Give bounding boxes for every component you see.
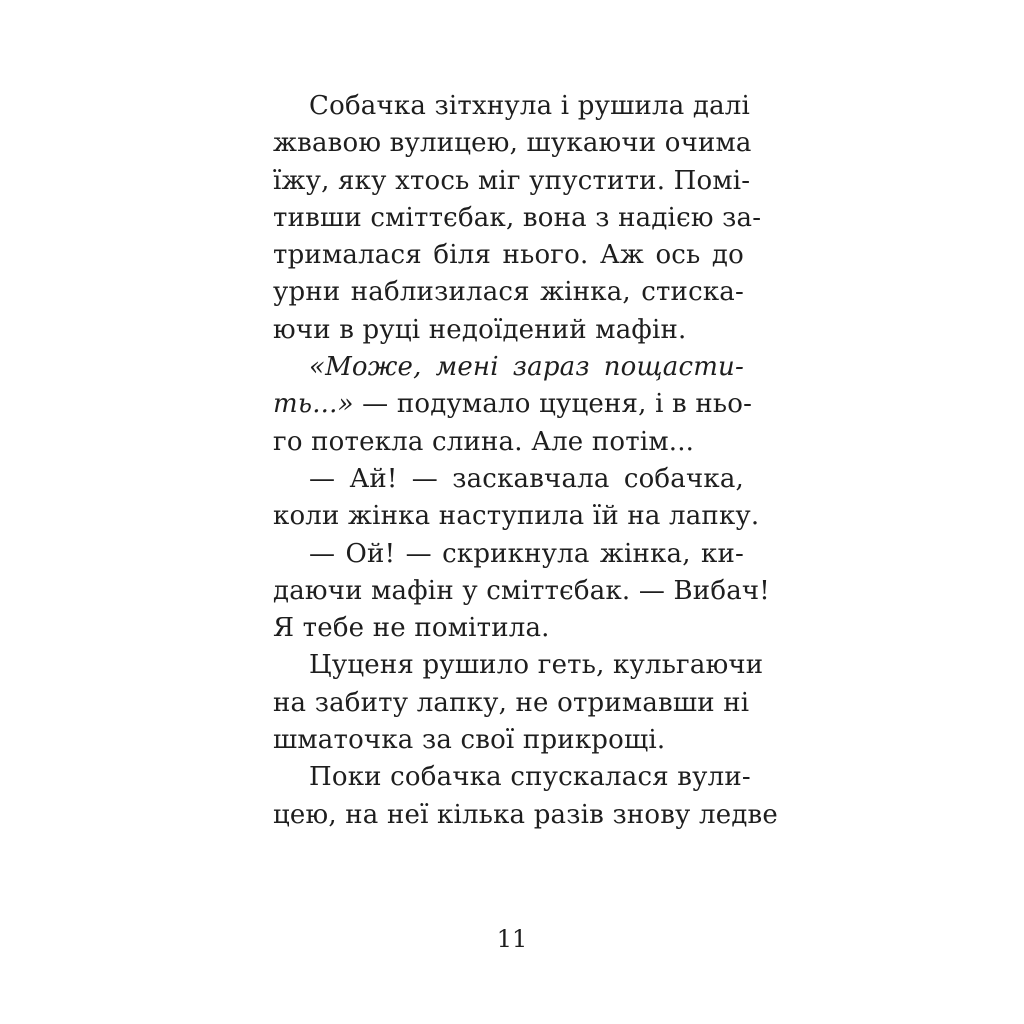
text-line: трималася біля нього. Аж ось до — [273, 240, 744, 271]
dialogue-line: — Ай! — заскавчала собачка, — [309, 463, 744, 494]
italic-thought-end: ть...» — [273, 389, 354, 420]
text-line: їжу, яку хтось міг упустити. Помі- — [273, 165, 751, 196]
dialogue-line: — Ой! — скрикнула жінка, ки- — [309, 538, 744, 569]
text-line-rest: — подумало цуценя, і в ньо- — [353, 389, 753, 420]
text-line: цею, на неї кілька разів знову ледве — [273, 799, 778, 830]
text-line: Собачка зітхнула і рушила далі — [309, 91, 751, 121]
text-line: урни наблизилася жінка, стиска- — [273, 277, 744, 308]
text-line-italic-thought: «Може, мені зараз пощасти- — [309, 352, 744, 383]
text-line: коли жінка наступила їй на лапку. — [273, 501, 760, 532]
text-line: шматочка за свої прикрощі. — [273, 725, 666, 756]
text-line — [273, 386, 753, 423]
text-line: Я тебе не помітила. — [273, 613, 550, 644]
text-line: жвавою вулицею, шукаючи очима — [273, 128, 752, 159]
text-line: го потекла слина. Але потім... — [273, 426, 695, 457]
text-line: Поки собачка спускалася вули- — [309, 762, 751, 793]
text-line: ючи в руці недоїдений мафін. — [273, 314, 687, 345]
text-line: Цуценя рушило геть, кульгаючи — [309, 650, 764, 681]
book-page-text — [273, 88, 778, 834]
page-number: 11 — [496, 925, 528, 953]
text-line: даючи мафін у сміттєбак. — Вибач! — [273, 575, 770, 606]
text-line: на забиту лапку, не отримавши ні — [273, 687, 750, 718]
text-line: тивши сміттєбак, вона з надією за- — [273, 202, 762, 233]
